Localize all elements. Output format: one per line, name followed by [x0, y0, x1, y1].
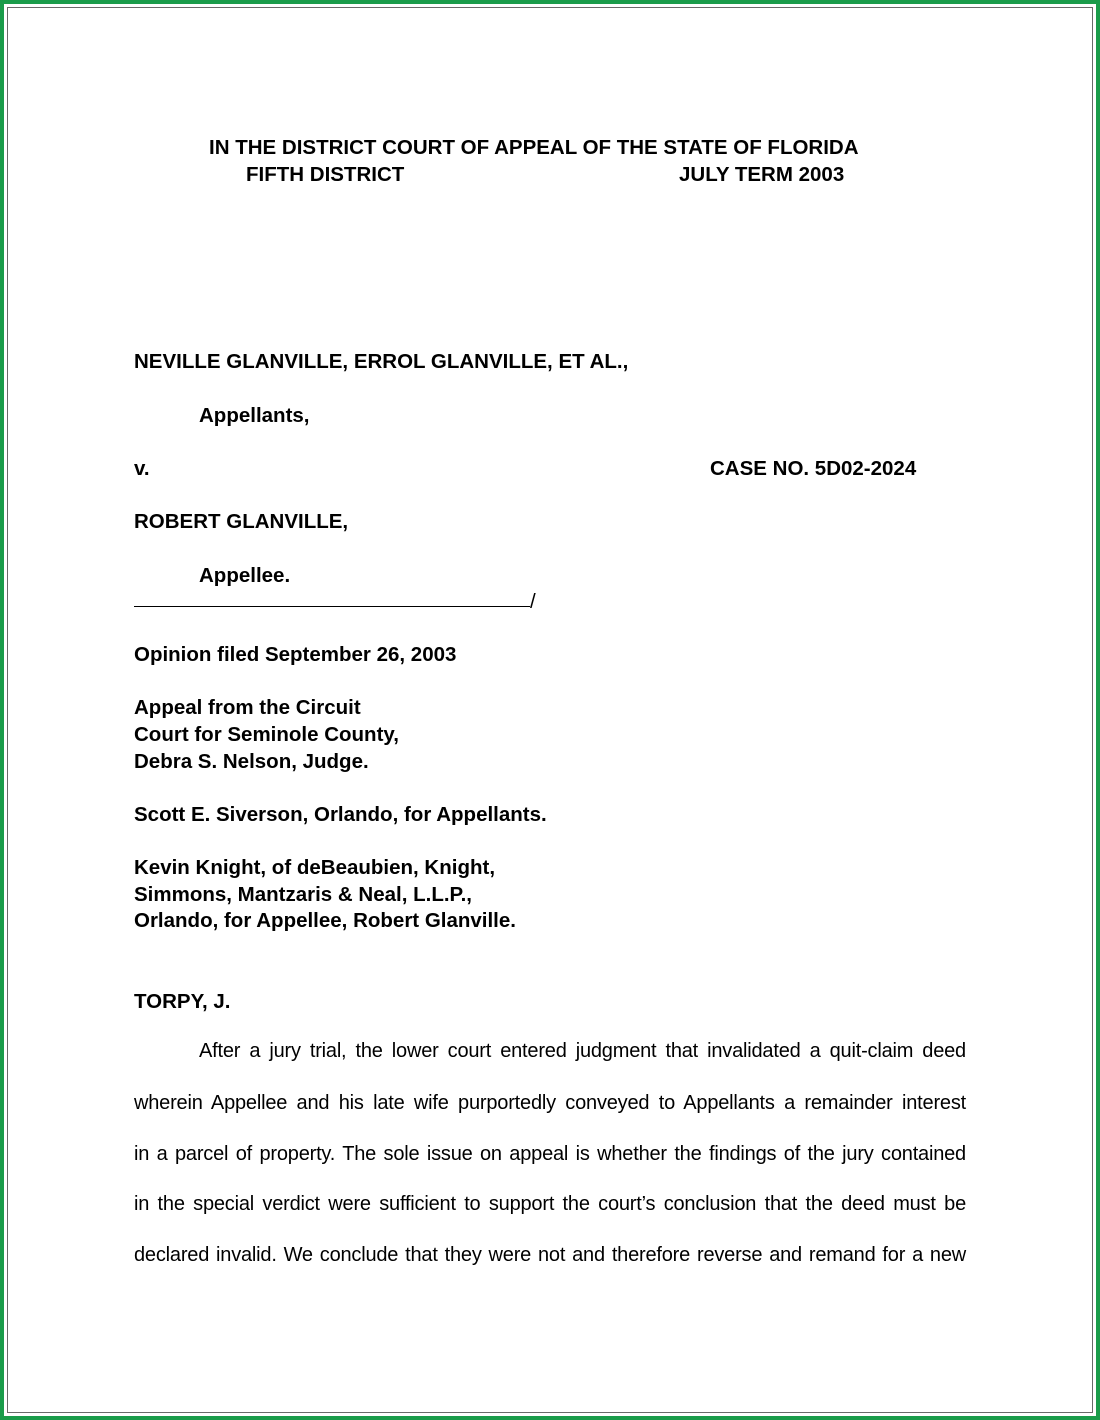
opinion-body-line: in the special verdict were sufficient to support the court’s conclusion that the deed must be — [134, 1193, 966, 1215]
opinion-body-line: in a parcel of property. The sole issue on appeal is whether the findings of the jury contained — [134, 1143, 966, 1165]
appellants-label: Appellants, — [199, 404, 310, 427]
appeal-from-line: Debra S. Nelson, Judge. — [134, 750, 369, 773]
term-label: JULY TERM 2003 — [679, 163, 845, 186]
opinion-body-line: declared invalid. We conclude that they were not and therefore reverse and remand for a new — [134, 1244, 966, 1266]
appeal-from-line: Court for Seminole County, — [134, 723, 399, 746]
judge-name: TORPY, J. — [134, 990, 231, 1013]
district-label: FIFTH DISTRICT — [246, 163, 405, 186]
counsel-appellee-line: Simmons, Mantzaris & Neal, L.L.P., — [134, 883, 472, 906]
opinion-filed-date: Opinion filed September 26, 2003 — [134, 643, 457, 666]
appeal-from-line: Appeal from the Circuit — [134, 696, 361, 719]
court-title: IN THE DISTRICT COURT OF APPEAL OF THE STATE OF FLORIDA — [209, 136, 859, 159]
caption-underline — [134, 606, 530, 607]
appellee-label: Appellee. — [199, 564, 291, 587]
appellants-names: NEVILLE GLANVILLE, ERROL GLANVILLE, ET AL., — [134, 350, 629, 373]
counsel-appellants: Scott E. Siverson, Orlando, for Appellants. — [134, 803, 547, 826]
opinion-body-line: After a jury trial, the lower court entered judgment that invalidated a quit-claim deed — [199, 1040, 966, 1062]
opinion-body-line: wherein Appellee and his late wife purportedly conveyed to Appellants a remainder interest — [134, 1092, 966, 1114]
case-number: CASE NO. 5D02-2024 — [710, 457, 917, 480]
counsel-appellee-line: Kevin Knight, of deBeaubien, Knight, — [134, 856, 496, 879]
counsel-appellee-line: Orlando, for Appellee, Robert Glanville. — [134, 909, 516, 932]
versus-label: v. — [134, 457, 150, 480]
appellee-name: ROBERT GLANVILLE, — [134, 510, 349, 533]
caption-slash: / — [530, 590, 536, 613]
